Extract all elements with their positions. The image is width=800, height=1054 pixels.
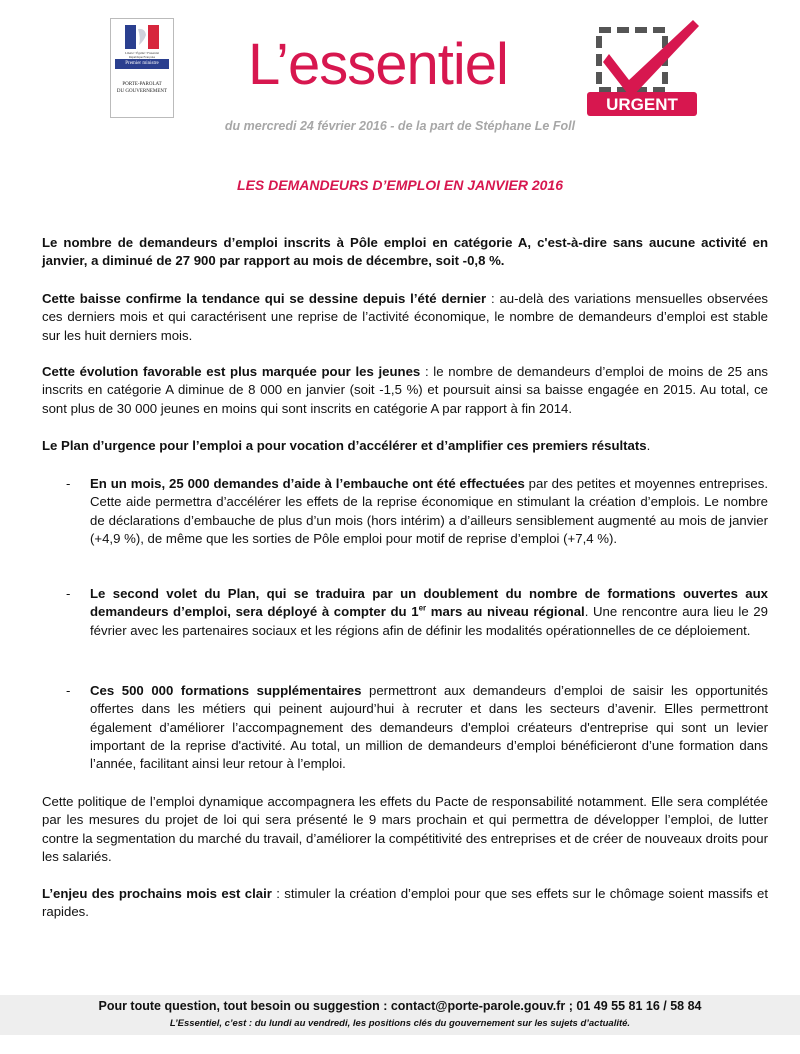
bullet-1-bold: En un mois, 25 000 demandes d’aide à l’embauche ont été effectuées (90, 476, 525, 491)
paragraph-youth-bold: Cette évolution favorable est plus marquée pour les jeunes (42, 364, 421, 379)
paragraph-intro (42, 234, 768, 271)
bullet-2-bold-end: mars au niveau régional (426, 604, 585, 620)
bullet-2-sup: er (418, 603, 427, 613)
list-item (66, 682, 768, 773)
paragraph-stakes-bold: L’enjeu des prochains mois est clair (42, 886, 272, 901)
logo-motto: Liberté • Égalité • Fraternité République Française (125, 51, 159, 59)
paragraph-intro-bold: Le nombre de demandeurs d’emploi inscrits à Pôle emploi en catégorie A, c'est-à-dire sans aucune activité en janvier, a diminué de 27 900 par rapport au mois de décembre, soit -0,8 %. (42, 235, 768, 269)
paragraph-plan-bold: Le Plan d’urgence pour l’emploi a pour vocation d’accélérer et d’amplifier ces premiers résultats (42, 438, 647, 453)
paragraph-policy: Cette politique de l’emploi dynamique accompagnera les effets du Pacte de responsabilité notamment. Elle sera complétée par les mesures du projet de loi qui sera présenté le 9 mars prochain et qui permettra de développer l’emploi, de lutter contre la segmentation du marché du travail, d’améliorer la compétitivité des entreprises et de créer de nouveaux droits pour les salariés. (42, 794, 768, 864)
footer-tagline: L’Essentiel, c’est : du lundi au vendredi, les positions clés du gouvernement sur les sujets d’actualité. (169, 1018, 631, 1029)
bullet-2-text: . Une rencontre aura lieu le 29 février avec les partenaires sociaux et les régions afin de définir les modalités opérationnelles de ce déploiement. (90, 604, 768, 638)
government-logo (110, 18, 174, 118)
marianne-flag-icon (125, 25, 159, 49)
footer-contact: Pour toute question, tout besoin ou suggestion : contact@porte-parole.gouv.fr ; 01 49 55 81 16 / 58 84 (98, 999, 702, 1013)
bullet-1-text: par des petites et moyennes entreprises. Cette aide permettra d’accélérer les effets de la reprise économique en stimulant la création d’emplois. Le nombre de déclarations d’embauche de plus d’un mois (hors intérim) a d’ailleurs sensiblement augmenté au mois de janvier (+4,9 %), de même que les sorties de Pôle emploi pour motif de reprise d’emploi (+7,4 %). (90, 476, 769, 546)
paragraph-stakes-text: : stimuler la création d’emploi pour que ses effets sur le chômage soient massifs et rapides. (42, 886, 768, 920)
paragraph-youth-text: : le nombre de demandeurs d’emploi de moins de 25 ans inscrits en catégorie A diminue de 8 000 en janvier (soit -1,5 %) et poursuit ainsi sa baisse engagée en 2015. Au total, ce sont plus de 30 000 jeunes en moins qui sont inscrits en catégorie A par rapport à fin 2014. (42, 364, 768, 416)
bullet-dash: - (66, 683, 71, 698)
paragraph-youth (42, 363, 768, 418)
paragraph-trend (42, 290, 768, 345)
urgent-label: URGENT (606, 95, 678, 114)
masthead-title: L’essentiel (248, 32, 508, 97)
paragraph-trend-bold: Cette baisse confirme la tendance qui se dessine depuis l’été dernier (42, 291, 487, 306)
headline: LES DEMANDEURS D’EMPLOI EN JANVIER 2016 (237, 177, 563, 193)
paragraph-plan-text: . (646, 438, 651, 453)
bullet-2-bold: Le second volet du Plan, qui se traduira par un doublement du nombre de formations ouvertes aux demandeurs d’emploi, sera déployé à compter du 1 (90, 586, 768, 620)
list-item (66, 585, 768, 640)
list-item (66, 475, 768, 548)
paragraph-trend-text: : au-delà des variations mensuelles observées ces derniers mois et qui caractérisent une reprise de l’activité économique, le nombre de demandeurs d’emploi est stable sur les huit derniers mois. (42, 291, 769, 343)
paragraph-stakes (42, 885, 768, 922)
bullet-3-text: permettront aux demandeurs d’emploi de saisir les opportunités offertes dans les métiers qui peinent aujourd’hui à recruter et dans les secteurs d’avenir. Elles permettront également d’améliorer l’accompagnement des demandeurs d'emploi créateurs d'entreprise qui sont un levier important de la reprise d'activité. Au total, un million de demandeurs d’emploi bénéficieront d’une formation dans l’année, facilitant ainsi leur retour à l’emploi. (90, 683, 768, 772)
paragraph-plan (42, 437, 768, 455)
logo-office: Premier ministre (115, 59, 169, 69)
bullet-dash: - (66, 586, 71, 601)
urgent-checkbox-icon (585, 18, 703, 118)
bullet-dash: - (66, 476, 71, 491)
logo-department: PORTE-PAROLAT DU GOUVERNEMENT (116, 82, 168, 94)
dateline: du mercredi 24 février 2016 - de la part de Stéphane Le Foll (224, 119, 576, 133)
bullet-3-bold: Ces 500 000 formations supplémentaires (90, 683, 362, 698)
